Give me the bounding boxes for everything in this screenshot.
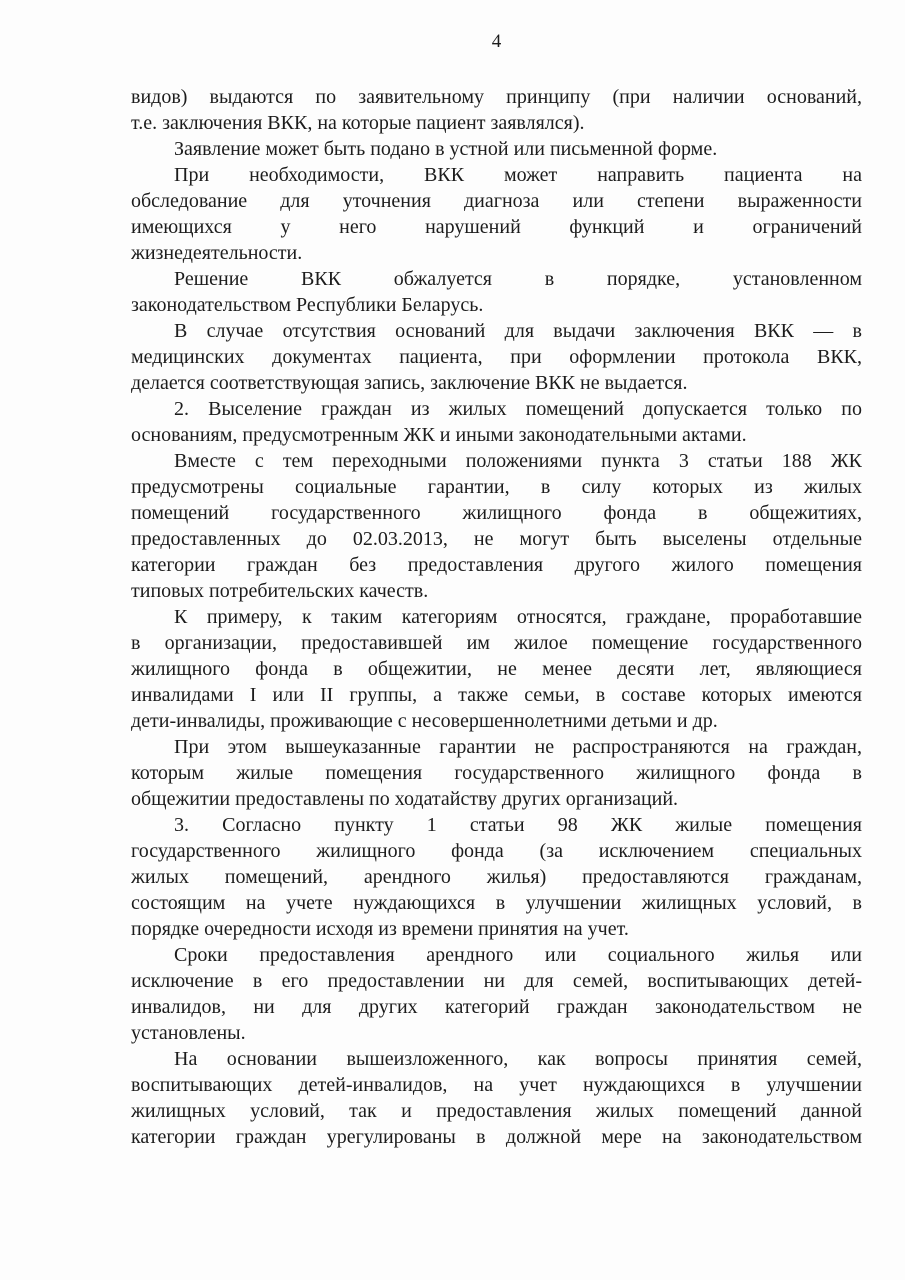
text-line: В случае отсутствия оснований для выдачи заключения ВКК — в	[174, 320, 862, 342]
paragraph	[131, 604, 862, 734]
paragraph	[131, 1046, 862, 1150]
text-line: На основании вышеизложенного, как вопросы принятия семей,	[174, 1048, 862, 1070]
text-line: категории граждан без предоставления другого жилого помещения	[131, 554, 862, 576]
text-line: Сроки предоставления арендного или социального жилья или	[174, 944, 862, 966]
text-line: предусмотрены социальные гарантии, в силу которых из жилых	[131, 476, 862, 498]
paragraph	[131, 266, 862, 318]
text-line: т.е. заключения ВКК, на которые пациент заявлялся).	[131, 112, 585, 134]
text-line: 3. Согласно пункту 1 статьи 98 ЖК жилые помещения	[174, 814, 862, 836]
text-line: медицинских документах пациента, при оформлении протокола ВКК,	[131, 346, 862, 368]
text-line: К примеру, к таким категориям относятся, граждане, проработавшие	[174, 606, 862, 628]
text-line: Решение ВКК обжалуется в порядке, установленном	[174, 268, 862, 290]
text-line: типовых потребительских качеств.	[131, 580, 429, 602]
text-line: видов) выдаются по заявительному принципу (при наличии оснований,	[131, 86, 862, 108]
paragraph	[131, 396, 862, 448]
text-line: исключение в его предоставлении ни для семей, воспитывающих детей-	[131, 970, 862, 992]
text-line: установлены.	[131, 1022, 246, 1044]
text-block	[131, 84, 862, 1150]
text-line: обследование для уточнения диагноза или степени выраженности	[131, 190, 862, 212]
text-line: в организации, предоставившей им жилое помещение государственного	[131, 632, 862, 654]
paragraph	[131, 84, 862, 136]
text-line: порядке очередности исходя из времени принятия на учет.	[131, 918, 629, 940]
text-line: общежитии предоставлены по ходатайству других организаций.	[131, 788, 679, 810]
text-line: воспитывающих детей-инвалидов, на учет нуждающихся в улучшении	[131, 1074, 862, 1096]
paragraph	[131, 942, 862, 1046]
text-line: имеющихся у него нарушений функций и ограничений	[131, 216, 862, 238]
text-line: основаниям, предусмотренным ЖК и иными законодательными актами.	[131, 424, 747, 446]
text-line: дети-инвалиды, проживающие с несовершеннолетними детьми и др.	[131, 710, 718, 732]
text-line: которым жилые помещения государственного жилищного фонда в	[131, 762, 862, 784]
text-line: жилых помещений, арендного жилья) предоставляются гражданам,	[131, 866, 862, 888]
text-line: законодательством Республики Беларусь.	[131, 294, 484, 316]
text-line: жизнедеятельности.	[131, 242, 303, 264]
paragraph	[131, 812, 862, 942]
text-line: жилищного фонда в общежитии, не менее десяти лет, являющиеся	[131, 658, 862, 680]
text-line: делается соответствующая запись, заключение ВКК не выдается.	[131, 372, 688, 394]
paragraph	[131, 734, 862, 812]
paragraph	[131, 318, 862, 396]
text-line: 2. Выселение граждан из жилых помещений допускается только по	[174, 398, 862, 420]
text-line: Вместе с тем переходными положениями пункта 3 статьи 188 ЖК	[174, 450, 862, 472]
text-line: состоящим на учете нуждающихся в улучшении жилищных условий, в	[131, 892, 862, 914]
text-line: жилищных условий, так и предоставления жилых помещений данной	[131, 1100, 862, 1122]
paragraph	[131, 448, 862, 604]
text-line: инвалидов, ни для других категорий граждан законодательством не	[131, 996, 862, 1018]
text-line: предоставленных до 02.03.2013, не могут быть выселены отдельные	[131, 528, 862, 550]
text-line: помещений государственного жилищного фонда в общежитиях,	[131, 502, 862, 524]
text-line: Заявление может быть подано в устной или письменной форме.	[174, 138, 718, 160]
text-line: При этом вышеуказанные гарантии не распространяются на граждан,	[174, 736, 862, 758]
paragraph	[131, 162, 862, 266]
paragraph	[131, 136, 862, 162]
text-line: инвалидами I или II группы, а также семьи, в составе которых имеются	[131, 684, 862, 706]
text-line: государственного жилищного фонда (за исключением специальных	[131, 840, 862, 862]
text-line: категории граждан урегулированы в должной мере на законодательством	[131, 1126, 862, 1148]
text-line: При необходимости, ВКК может направить пациента на	[174, 164, 862, 186]
page-number: 4	[491, 31, 502, 52]
